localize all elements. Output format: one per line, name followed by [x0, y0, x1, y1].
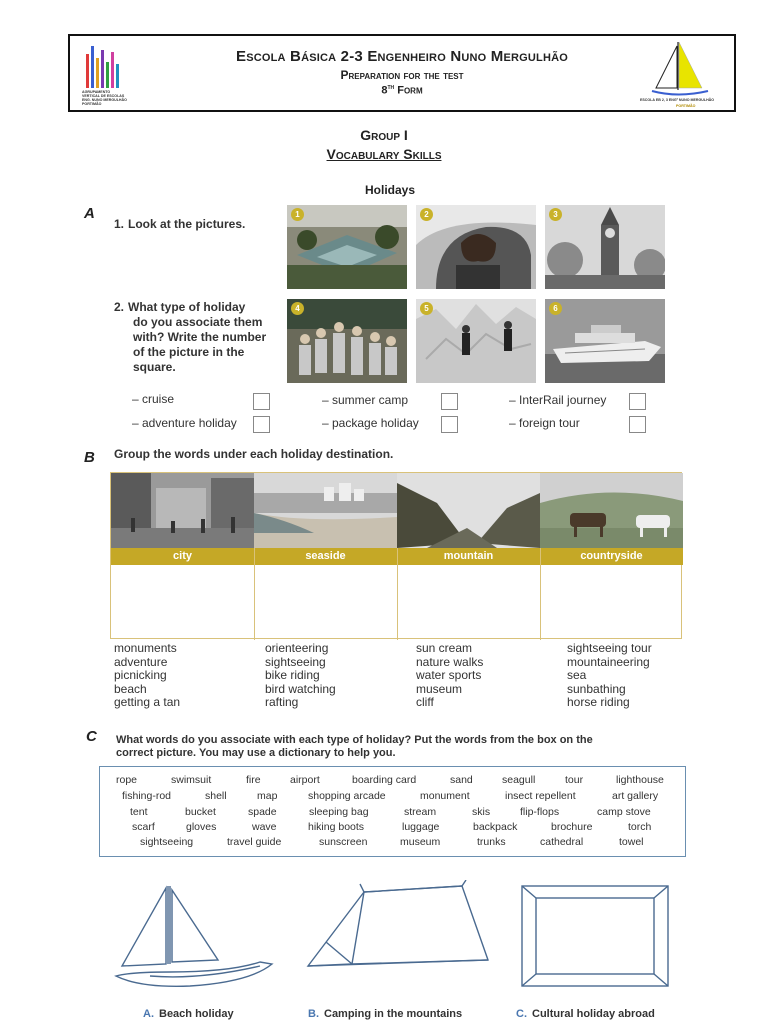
section-c-heading-line: correct picture. You may use a dictionary to help you.: [116, 747, 396, 759]
answer-box-foreign-tour[interactable]: [629, 416, 646, 433]
box-word: skis: [472, 806, 491, 818]
box-word: sunscreen: [319, 836, 368, 848]
box-word: torch: [628, 821, 652, 833]
answer-box-summer-camp[interactable]: [441, 393, 458, 410]
word-item: orienteering: [265, 641, 329, 655]
box-word: sleeping bag: [309, 806, 369, 818]
holidays-title: Holidays: [364, 183, 415, 197]
photo-plane-window: [416, 205, 536, 289]
word-item: sightseeing: [265, 654, 326, 669]
question-1-number: 1.: [114, 217, 125, 231]
option-foreign-tour: – foreign tour: [509, 416, 580, 430]
option-adventure-holiday: – adventure holiday: [132, 416, 237, 430]
box-word: scarf: [132, 821, 155, 833]
group-title: Group I: [360, 127, 408, 143]
word-column-4: [567, 642, 652, 710]
question-2-line: of the picture in the: [133, 345, 245, 359]
box-word: backpack: [473, 821, 518, 833]
section-c-heading-line: What words do you associate with each type of holiday? Put the words from the box on the: [116, 734, 593, 746]
logo-left-line-1: AGRUPAMENTO: [82, 90, 111, 94]
photo-number-badge: 3: [549, 208, 562, 221]
picture-frame-drawing: [518, 882, 673, 992]
word-item: nature walks: [416, 654, 484, 669]
photo-number-badge: 5: [420, 302, 433, 315]
word-item: getting a tan: [114, 695, 181, 710]
photo-summer-camp-kids: [287, 299, 407, 383]
question-1: [114, 217, 245, 232]
column-divider: [254, 548, 255, 640]
question-2-line: What type of holiday: [128, 300, 246, 314]
word-item: sun cream: [416, 641, 473, 655]
box-word: art gallery: [612, 790, 659, 802]
destination-city: city: [111, 548, 254, 565]
option-summer-camp: – summer camp: [322, 393, 409, 407]
word-item: adventure: [114, 654, 168, 669]
word-item: bird watching: [265, 681, 336, 696]
box-word: swimsuit: [171, 774, 212, 786]
logo-right-line-2: PORTIMÃO: [676, 104, 696, 108]
box-word: shell: [205, 790, 227, 802]
destination-mountain: mountain: [397, 548, 540, 565]
word-item: mountaineering: [567, 654, 650, 669]
word-item: sea: [567, 668, 587, 683]
answer-box-adventure-holiday[interactable]: [253, 416, 270, 433]
school-logo-right: [638, 38, 728, 110]
option-cruise: – cruise: [132, 392, 175, 406]
logo-right-line-1: ESCOLA EB 2, 3 ENGº NUNO MERGULHÃO: [640, 98, 715, 102]
box-word: cathedral: [540, 836, 584, 848]
caption-text: Beach holiday: [159, 1008, 234, 1020]
box-word: shopping arcade: [308, 790, 386, 802]
photo-resort: [287, 205, 407, 289]
answer-box-interrail-journey[interactable]: [629, 393, 646, 410]
photo-big-ben: [545, 205, 665, 289]
box-word: tent: [130, 806, 148, 818]
box-word: tour: [565, 774, 584, 786]
box-word: rope: [116, 774, 138, 786]
question-2-number: 2.: [114, 300, 125, 314]
word-item: cliff: [416, 695, 434, 710]
option-interrail-journey: – InterRail journey: [509, 393, 607, 407]
word-item: rafting: [265, 695, 299, 710]
destination-table: [110, 472, 682, 639]
city-image: [111, 473, 254, 548]
box-word: museum: [400, 836, 441, 848]
word-item: horse riding: [567, 695, 630, 710]
logo-left-line-4: PORTIMÃO: [82, 102, 102, 106]
section-c-letter: C: [86, 728, 97, 745]
word-item: monuments: [114, 641, 177, 655]
section-c-heading: [116, 734, 696, 760]
tent-drawing: [302, 880, 492, 990]
box-word: sightseeing: [140, 836, 194, 848]
destination-countryside: countryside: [540, 548, 683, 565]
word-item: sightseeing tour: [567, 641, 652, 655]
word-column-2: [265, 642, 336, 710]
box-word: seagull: [502, 774, 536, 786]
box-word: lighthouse: [616, 774, 664, 786]
caption-letter: B.: [308, 1008, 319, 1020]
section-b-letter: B: [84, 449, 95, 466]
box-word: camp stove: [597, 806, 651, 818]
countryside-image: [540, 473, 683, 548]
option-package-holiday: – package holiday: [322, 416, 419, 430]
box-word: stream: [404, 806, 437, 818]
photo-number-badge: 6: [549, 302, 562, 315]
answer-box-cruise[interactable]: [253, 393, 270, 410]
school-name: Escola Básica 2-3 Engenheiro Nuno Mergulhão: [235, 48, 569, 65]
word-item: bike riding: [265, 668, 320, 683]
box-word: trunks: [477, 836, 506, 848]
form-suffix: th: [387, 84, 395, 91]
box-word: gloves: [186, 821, 217, 833]
word-item: water sports: [416, 668, 482, 683]
box-word: fishing-rod: [122, 790, 172, 802]
mountain-image: [397, 473, 540, 548]
section-b-heading: Group the words under each holiday destination.: [114, 447, 394, 461]
form-label: [70, 84, 734, 97]
caption-text: Camping in the mountains: [324, 1008, 463, 1020]
caption-beach-holiday: [143, 1008, 234, 1020]
seaside-image: [254, 473, 397, 548]
header-box: [68, 34, 736, 112]
box-word: wave: [252, 821, 277, 833]
caption-text: Cultural holiday abroad: [532, 1008, 655, 1020]
word-item: beach: [114, 681, 147, 696]
word-column-3: [416, 642, 483, 710]
question-2-line: do you associate them: [133, 315, 263, 329]
logo-left-line-3: ENG. NUNO MERGULHÃO: [82, 98, 127, 102]
question-2-line: square.: [133, 360, 176, 374]
logo-left-line-2: VERTICAL DE ESCOLAS: [82, 94, 125, 98]
box-word: bucket: [185, 806, 216, 818]
box-word: brochure: [551, 821, 593, 833]
box-word: map: [257, 790, 278, 802]
box-word: towel: [619, 836, 644, 848]
caption-cultural-holiday: [516, 1008, 655, 1020]
sailboat-drawing: [110, 876, 280, 998]
form-number: 8: [381, 84, 388, 97]
caption-letter: C.: [516, 1008, 527, 1020]
column-divider: [397, 548, 398, 640]
question-2: [114, 300, 266, 375]
word-item: museum: [416, 681, 463, 696]
test-subtitle: Preparation for the test: [340, 68, 464, 82]
box-word: sand: [450, 774, 473, 786]
box-word: spade: [248, 806, 277, 818]
caption-camping-mountains: [308, 1008, 462, 1020]
column-divider: [540, 548, 541, 640]
box-word: fire: [246, 774, 261, 786]
photo-ice-climbers: [416, 299, 536, 383]
box-word: boarding card: [352, 774, 417, 786]
photo-number-badge: 2: [420, 208, 433, 221]
word-item: picnicking: [114, 668, 167, 683]
photo-cruise-ship: [545, 299, 665, 383]
box-word: insect repellent: [505, 790, 576, 802]
question-1-text: Look at the pictures.: [128, 217, 246, 231]
box-word: airport: [290, 774, 320, 786]
word-column-1: [114, 642, 180, 710]
form-word: Form: [397, 84, 423, 97]
box-word: luggage: [402, 821, 440, 833]
word-item: sunbathing: [567, 681, 626, 696]
box-word: monument: [420, 790, 470, 802]
box-word: hiking boots: [308, 821, 365, 833]
word-box: [99, 766, 686, 857]
destination-seaside: seaside: [254, 548, 397, 565]
box-word: flip-flops: [520, 806, 560, 818]
box-word: travel guide: [227, 836, 282, 848]
question-2-line: with? Write the number: [133, 330, 267, 344]
answer-box-package-holiday[interactable]: [441, 416, 458, 433]
section-a-letter: A: [84, 205, 95, 222]
photo-number-badge: 4: [291, 302, 304, 315]
vocabulary-title: Vocabulary Skills: [326, 146, 442, 162]
caption-letter: A.: [143, 1008, 154, 1020]
photo-number-badge: 1: [291, 208, 304, 221]
